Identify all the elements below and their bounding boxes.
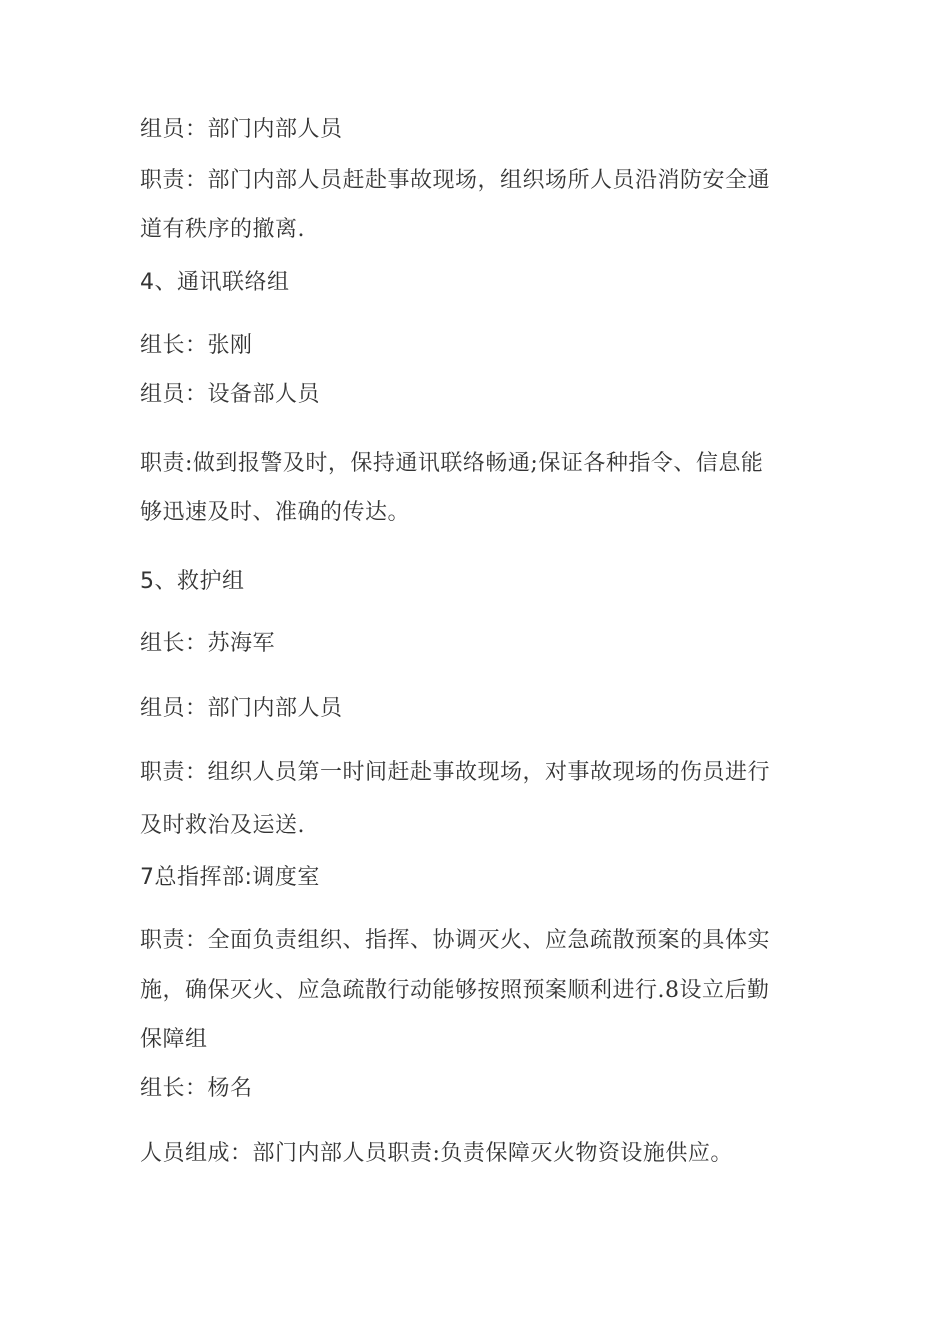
text-line-2: 职责：部门内部人员赶赴事故现场，组织场所人员沿消防安全通: [140, 168, 771, 193]
text-line-18: 组长：杨名: [140, 1076, 253, 1101]
text-line-16: 施，确保灭火、应急疏散行动能够按照预案顺利进行.8设立后勤: [140, 978, 770, 1003]
text-line-11: 组员：部门内部人员: [140, 696, 343, 721]
text-line-19: 人员组成：部门内部人员职责:负责保障灭火物资设施供应。: [140, 1141, 733, 1166]
section-heading-5: 5、救护组: [140, 569, 245, 594]
text-line-15: 职责：全面负责组织、指挥、协调灭火、应急疏散预案的具体实: [140, 928, 771, 953]
section-heading-4: 4、通讯联络组: [140, 270, 290, 295]
text-line-5: 组长：张刚: [140, 333, 253, 358]
text-line-6: 组员：设备部人员: [140, 382, 321, 407]
text-line-13: 及时救治及运送.: [140, 813, 305, 838]
text-line-17: 保障组: [140, 1027, 208, 1052]
section-heading-7: 7总指挥部:调度室: [140, 865, 320, 890]
text-line-1: 组员：部门内部人员: [140, 117, 343, 142]
text-line-8: 够迅速及时、准确的传达。: [140, 500, 411, 525]
text-line-10: 组长：苏海军: [140, 631, 276, 656]
text-line-12: 职责：组织人员第一时间赶赴事故现场，对事故现场的伤员进行: [140, 760, 771, 785]
text-line-7: 职责:做到报警及时，保持通讯联络畅通;保证各种指令、信息能: [140, 451, 764, 476]
text-line-3: 道有秩序的撤离.: [140, 217, 305, 242]
